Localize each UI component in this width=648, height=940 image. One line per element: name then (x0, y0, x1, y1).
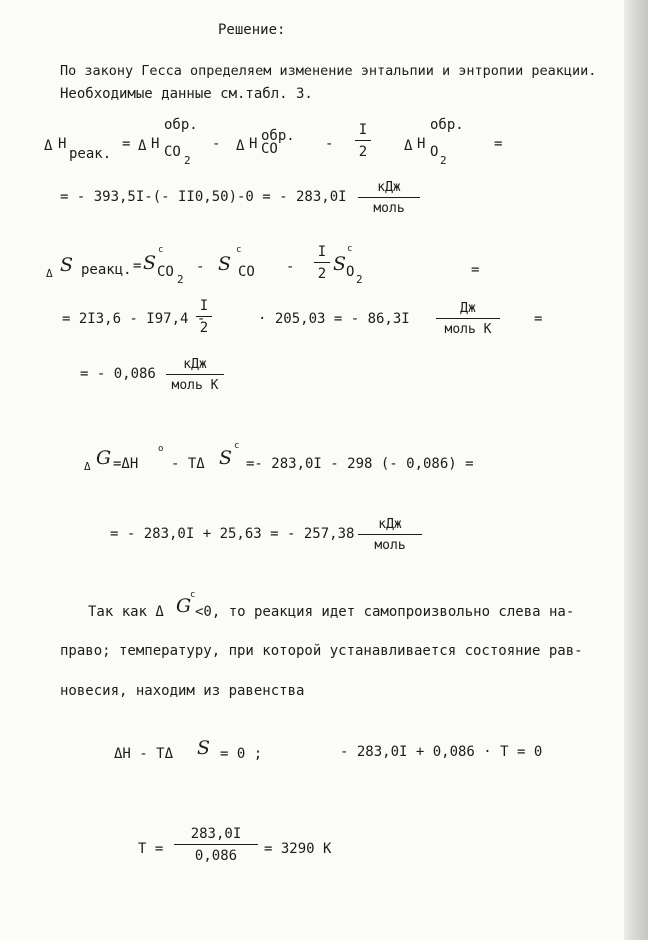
fraction-one-half (355, 122, 371, 160)
page-edge-shadow (624, 0, 648, 940)
g-symbol: G (176, 595, 192, 617)
equals-sign: = (133, 258, 142, 274)
unit-numerator: кДж (378, 517, 402, 532)
s-symbol: S (60, 254, 74, 276)
unit-fraction-kj-mol-k (166, 357, 224, 393)
standard-state-mark: c (347, 244, 353, 254)
subscript-2: 2 (440, 154, 447, 167)
superscript-obr: обр. (430, 117, 464, 133)
unit-fraction-kj-mol (358, 180, 420, 216)
minus-sign: - (212, 136, 221, 152)
fraction-numerator: I (199, 298, 209, 314)
s-symbol: S (218, 253, 232, 275)
equilibrium-left: ΔH - TΔ (114, 746, 174, 762)
label-reakc: реакц. (81, 262, 132, 278)
h-symbol: H (58, 136, 67, 152)
entropy-calc-part-1: = 2I3,6 - I97,4 - (62, 311, 206, 327)
subscript-2: 2 (184, 154, 191, 167)
subscript-co: CO (261, 141, 278, 157)
standard-state-mark: c (236, 245, 242, 255)
s-symbol: S (143, 252, 157, 274)
enthalpy-result-line: = - 393,5I-(- II0,50)-0 = - 283,0I (60, 189, 347, 205)
unit-denominator: моль К (444, 322, 492, 337)
delta-symbol: Δ (46, 267, 53, 280)
conclusion-line-1-start: Так как Δ (88, 604, 164, 620)
gibbs-result-line: = - 283,0I + 25,63 = - 257,38 (110, 526, 355, 542)
gibbs-part-1: =ΔH (113, 456, 139, 472)
delta-symbol: Δ (236, 138, 245, 154)
s-symbol: S (197, 737, 211, 759)
subscript-o2: O (346, 264, 355, 280)
fraction-numerator: I (358, 122, 368, 138)
subscript-co2: CO (164, 144, 181, 160)
subscript-2: 2 (356, 273, 363, 286)
h-symbol: H (417, 136, 426, 152)
entropy-result-line: = - 0,086 (80, 366, 156, 382)
standard-state-mark: o (158, 444, 164, 454)
fraction-denominator: 0,086 (194, 848, 238, 864)
h-symbol: H (151, 136, 160, 152)
delta-symbol: Δ (404, 138, 413, 154)
standard-state-mark: c (234, 441, 240, 451)
s-symbol: S (333, 253, 347, 275)
standard-state-mark: c (158, 245, 164, 255)
delta-symbol: Δ (138, 138, 147, 154)
unit-numerator: кДж (377, 180, 401, 195)
subscript-reak: реак. (69, 146, 112, 162)
conclusion-line-3: новесия, находим из равенства (60, 683, 305, 699)
unit-numerator: Дж (460, 301, 476, 316)
equals-sign: = (494, 136, 503, 152)
unit-denominator: моль (373, 201, 405, 216)
g-symbol: G (96, 447, 112, 469)
gibbs-part-2: - TΔ (171, 456, 205, 472)
solution-heading: Решение: (218, 22, 286, 38)
subscript-co: CO (238, 264, 255, 280)
minus-sign: - (196, 259, 205, 275)
equals-sign: = (122, 136, 131, 152)
fraction-denominator: 2 (358, 144, 368, 160)
delta-symbol: Δ (44, 138, 53, 154)
fraction-numerator: 283,0I (190, 826, 242, 842)
standard-state-mark: c (190, 590, 196, 600)
superscript-obr: обр. (261, 128, 295, 144)
gibbs-part-3: =- 283,0I - 298 (- 0,086) = (246, 456, 474, 472)
unit-numerator: кДж (183, 357, 207, 372)
temperature-result: = 3290 К (264, 841, 332, 857)
conclusion-line-2: право; температуру, при которой устанавливается состояние рав- (60, 643, 583, 659)
fraction-denominator: 2 (199, 320, 209, 336)
minus-sign: - (325, 136, 334, 152)
fraction-numerator: I (317, 244, 327, 260)
fraction-one-half (196, 298, 212, 336)
fraction-denominator: 2 (317, 266, 327, 282)
subscript-co2: CO (157, 264, 174, 280)
equilibrium-left-end: = 0 ; (220, 746, 263, 762)
unit-fraction-kj-mol (358, 517, 422, 553)
h-symbol: H (249, 136, 258, 152)
entropy-calc-part-2: · 205,03 = - 86,3I (258, 311, 410, 327)
intro-line-2: Необходимые данные см.табл. 3. (60, 86, 313, 102)
equilibrium-right: - 283,0I + 0,086 · T = 0 (340, 744, 543, 760)
temperature-fraction (174, 826, 258, 864)
delta-symbol: Δ (84, 460, 91, 473)
unit-fraction-j-mol-k (436, 301, 500, 337)
temperature-label: T = (138, 841, 164, 857)
equals-sign: = (534, 311, 543, 327)
s-symbol: S (219, 447, 233, 469)
fraction-one-half (314, 244, 330, 282)
minus-sign: - (286, 259, 295, 275)
unit-denominator: моль К (171, 378, 219, 393)
intro-line-1: По закону Гесса определяем изменение энтальпии и энтропии реакции. (60, 63, 597, 79)
conclusion-line-1-end: <0, то реакция идет самопроизвольно слева на- (195, 604, 575, 620)
unit-denominator: моль (374, 538, 406, 553)
equals-sign: = (471, 262, 480, 278)
superscript-obr: обр. (164, 117, 198, 133)
subscript-2: 2 (177, 273, 184, 286)
subscript-o2: O (430, 144, 439, 160)
